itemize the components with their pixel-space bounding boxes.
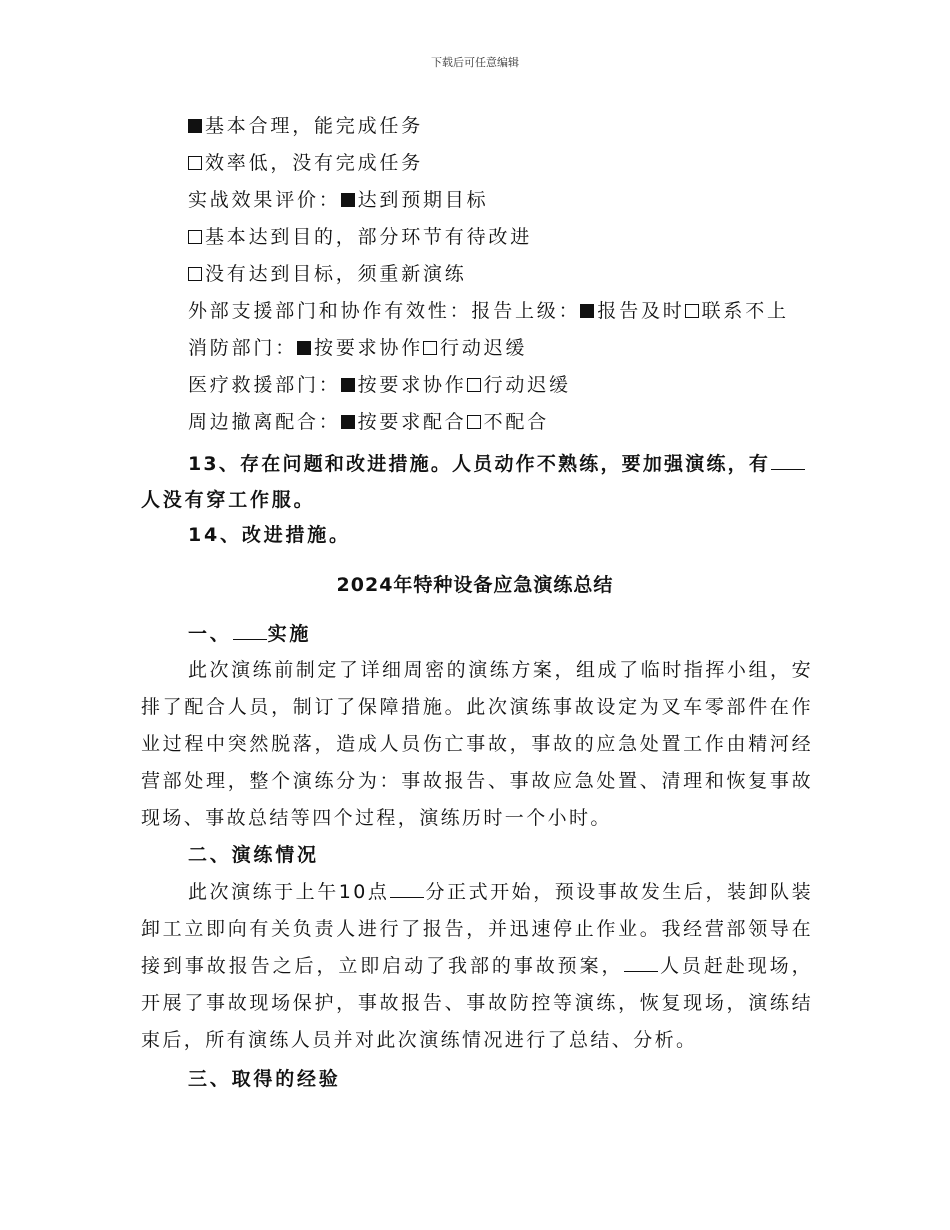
option-label: 报告及时 [597,300,685,322]
field-label: 外部支援部门和协作有效性：报告上级： [188,300,581,322]
option-label: 联系不上 [701,300,789,322]
body-text: 此次演练于上午10点 [188,881,390,903]
unchecked-box-icon [188,156,202,170]
field-label: 实战效果评价： [188,189,341,211]
section-2-heading: 二、演练情况 [188,844,319,866]
checklist-line-failed [188,262,467,286]
field-label: 医疗救援部门： [188,374,341,396]
checked-box-icon [188,119,202,133]
option-label: 按要求协作 [314,337,424,359]
checklist-line-support [188,299,789,323]
unchecked-box-icon [685,304,699,318]
field-label: 周边撤离配合： [188,411,341,433]
unchecked-box-icon [467,415,481,429]
checklist-line-partial [188,225,532,249]
section-2-body [141,874,813,1059]
fill-blank [390,879,424,898]
item-13-line1 [188,451,806,476]
body-text: 分正式开始，预设事故发生后，装卸队装卸工立即向有关负责人进行了报告，并迅速停止作业。我经营部领导在接到事故报告之后，立即启动了我部的事故预案， [141,881,813,977]
section-3-heading: 三、取得的经验 [188,1068,341,1090]
document-title: 2024年特种设备应急演练总结 [336,574,614,596]
checked-box-icon [580,304,594,318]
option-label: 行动迟缓 [440,337,528,359]
unchecked-box-icon [423,341,437,355]
checked-box-icon [297,341,311,355]
checklist-line-evacuation [188,410,549,434]
fill-blank [624,953,658,972]
option-label: 基本达到目的，部分环节有待改进 [205,226,533,248]
heading-prefix: 一、 [188,623,232,645]
item-14: 14、改进措施。 [188,524,351,546]
page-header: 下载后可任意编辑 [431,56,519,69]
fill-blank [771,451,805,470]
item-13-text-cont: 人没有穿工作服。 [141,489,316,511]
item-13-line2 [141,488,315,512]
heading-suffix: 实施 [267,623,312,645]
checklist-line-effect [188,188,488,212]
unchecked-box-icon [188,230,202,244]
option-label: 基本合理，能完成任务 [205,115,424,137]
option-label: 达到预期目标 [357,189,489,211]
checked-box-icon [341,193,355,207]
unchecked-box-icon [467,378,481,392]
option-label: 不配合 [483,411,550,433]
checklist-line-medical [188,373,571,397]
unchecked-box-icon [188,267,202,281]
checklist-line-basic [188,114,423,138]
checked-box-icon [341,378,355,392]
section-1-heading [188,621,311,646]
field-label: 消防部门： [188,337,298,359]
checklist-line-fire [188,336,527,360]
fill-blank [233,621,267,640]
option-label: 行动迟缓 [483,374,571,396]
body-text: 人员赶赴现场，开展了事故现场保护，事故报告、事故防控等演练，恢复现场，演练结束后，所有演练人员并对此次演练情况进行了总结、分析。 [141,955,813,1051]
option-label: 按要求配合 [357,411,467,433]
option-label: 按要求协作 [357,374,467,396]
checklist-line-low [188,151,423,175]
option-label: 没有达到目标，须重新演练 [205,263,467,285]
checked-box-icon [341,415,355,429]
option-label: 效率低，没有完成任务 [205,152,424,174]
item-13-text: 13、存在问题和改进措施。人员动作不熟练，要加强演练，有 [188,453,771,475]
section-1-body: 此次演练前制定了详细周密的演练方案，组成了临时指挥小组，安排了配合人员，制订了保障措施。此次演练事故设定为叉车零部件在作业过程中突然脱落，造成人员伤亡事故，事故的应急处置工作由精河经营部处理，整个演练分为：事故报告、事故应急处置、清理和恢复事故现场、事故总结等四个过程，演练历时一个小时。 [141,659,813,829]
